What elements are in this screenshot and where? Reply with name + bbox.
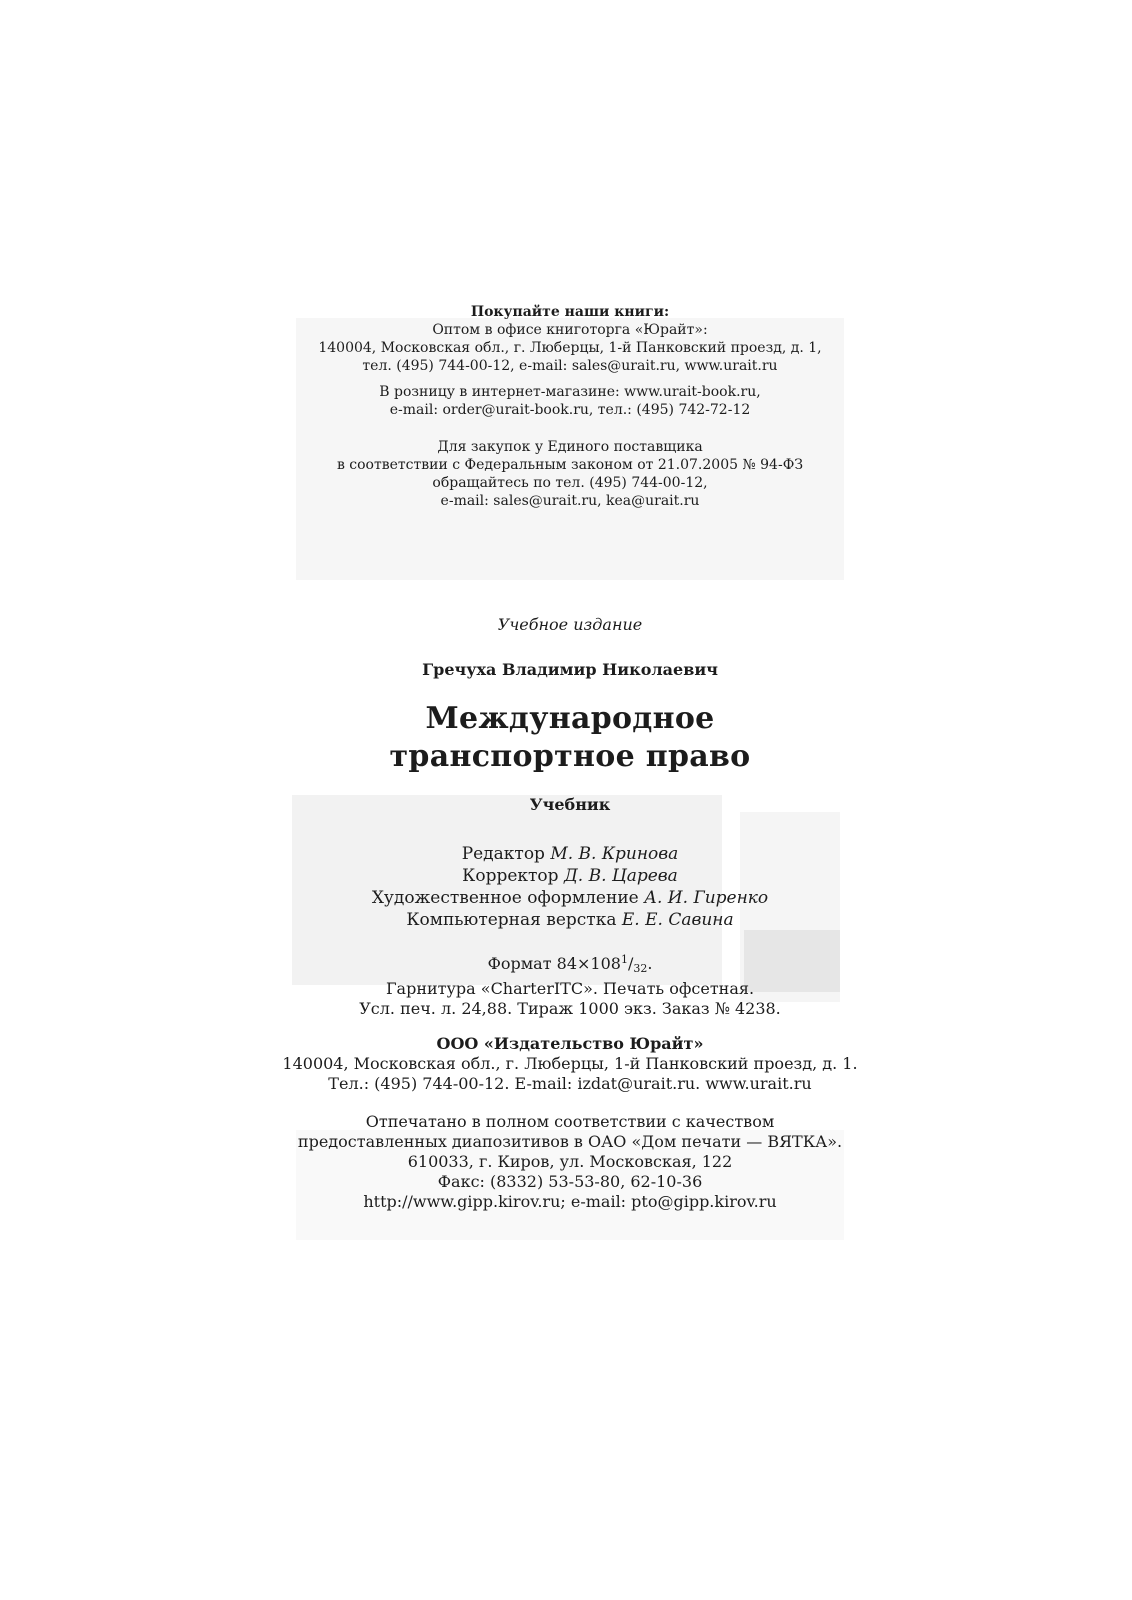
printer-line-1: Отпечатано в полном соответствии с качеством <box>365 1112 775 1131</box>
credits <box>250 843 890 931</box>
print-typeface: Гарнитура «CharterITC». Печать офсетная. <box>385 979 755 998</box>
retail-line: В розницу в интернет-магазине: www.urait-book.ru, <box>379 384 761 400</box>
credit-person: М. В. Кринова <box>550 844 679 864</box>
credit-person: Д. В. Царева <box>563 866 678 886</box>
retail-contacts: e-mail: order@urait-book.ru, тел.: (495) 742-72-12 <box>389 402 751 418</box>
supplier-line: Для закупок у Единого поставщика <box>437 439 703 455</box>
supplier-info <box>250 438 890 510</box>
wholesale-line: Оптом в офисе книготорга «Юрайт»: <box>432 322 708 338</box>
credit-label: Редактор <box>461 844 545 864</box>
publisher-info <box>250 1034 890 1094</box>
author-name: Гречуха Владимир Николаевич <box>422 660 718 679</box>
publisher-name: ООО «Издательство Юрайт» <box>436 1034 704 1053</box>
printer-info <box>250 1112 890 1212</box>
print-specs <box>250 950 890 1019</box>
title-line-1: Международное <box>425 701 715 736</box>
format-slash: / <box>627 954 634 973</box>
genre: Учебник <box>529 795 611 814</box>
purchase-heading: Покупайте наши книги: <box>470 304 670 320</box>
print-format <box>250 950 890 979</box>
purchase-info <box>250 303 890 375</box>
supplier-email: e-mail: sales@urait.ru, kea@urait.ru <box>440 493 700 509</box>
publisher-address: 140004, Московская обл., г. Люберцы, 1-й Панковский проезд, д. 1. <box>282 1054 858 1073</box>
wholesale-address: 140004, Московская обл., г. Люберцы, 1-й Панковский проезд, д. 1, <box>318 340 822 356</box>
printer-fax: Факс: (8332) 53-53-80, 62-10-36 <box>437 1172 703 1191</box>
retail-info <box>250 383 890 419</box>
format-denominator: 32 <box>633 962 648 975</box>
format-prefix: Формат 84×108 <box>487 954 621 973</box>
credit-label: Художественное оформление <box>371 888 639 908</box>
credit-proofreader <box>250 865 890 887</box>
printer-web: http://www.gipp.kirov.ru; e-mail: pto@gipp.kirov.ru <box>363 1192 777 1211</box>
title-line-2: транспортное право <box>389 739 751 774</box>
credit-label: Корректор <box>462 866 559 886</box>
publisher-contacts: Тел.: (495) 744-00-12. E-mail: izdat@urait.ru. www.urait.ru <box>328 1074 812 1093</box>
credit-person: Е. Е. Савина <box>621 910 734 930</box>
supplier-law: в соответствии с Федеральным законом от 21.07.2005 № 94-ФЗ <box>336 457 804 473</box>
format-suffix: . <box>647 954 653 973</box>
credit-editor <box>250 843 890 865</box>
credit-layout <box>250 909 890 931</box>
printer-address: 610033, г. Киров, ул. Московская, 122 <box>407 1152 733 1171</box>
credit-design <box>250 887 890 909</box>
format-numerator: 1 <box>620 953 628 966</box>
print-volume: Усл. печ. л. 24,88. Тираж 1000 экз. Заказ № 4238. <box>359 999 781 1018</box>
printer-line-2: предоставленных диапозитивов в ОАО «Дом печати — ВЯТКА». <box>297 1132 843 1151</box>
edition-type: Учебное издание <box>497 615 643 634</box>
wholesale-contacts: тел. (495) 744-00-12, e-mail: sales@urait.ru, www.urait.ru <box>362 358 778 374</box>
credit-label: Компьютерная верстка <box>406 910 617 930</box>
credit-person: А. И. Гиренко <box>644 888 769 908</box>
book-title <box>250 700 890 776</box>
supplier-phone: обращайтесь по тел. (495) 744-00-12, <box>432 475 708 491</box>
